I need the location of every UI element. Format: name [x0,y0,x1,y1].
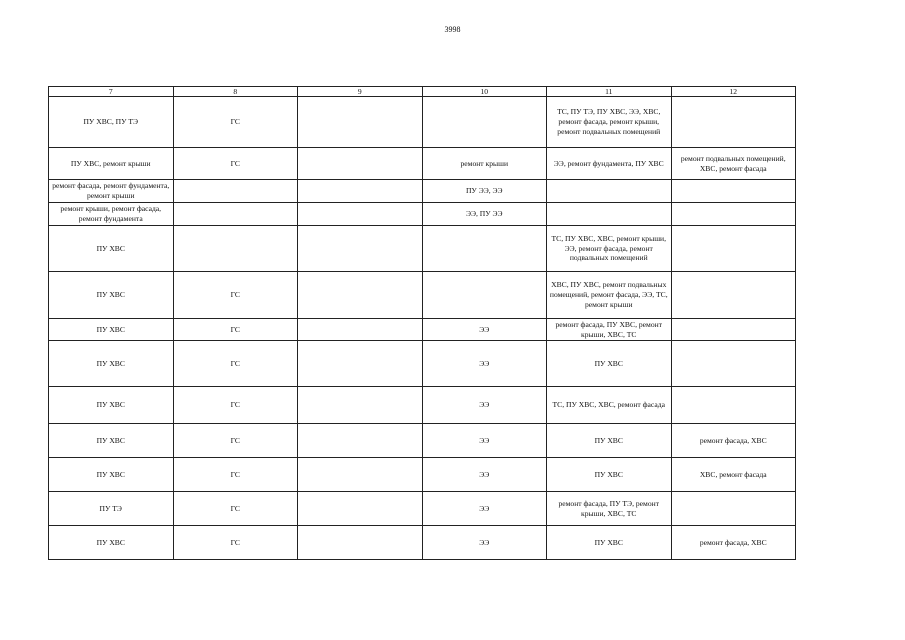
table-cell: ПУ ТЭ [49,492,174,526]
table-cell: ЭЭ [422,526,547,560]
table-cell: ремонт фасада, ХВС [671,526,796,560]
table-row [49,148,796,180]
column-header: 8 [173,87,298,97]
table-cell: ремонт фасада, ХВС [671,424,796,458]
table-cell [298,180,423,203]
table-cell: ЭЭ [422,319,547,341]
table-cell: ГС [173,272,298,319]
table-cell [173,203,298,226]
table-cell: ПУ ХВС, ремонт крыши [49,148,174,180]
table-cell [298,203,423,226]
table-cell: ПУ ХВС [49,387,174,424]
table-cell: ПУ ХВС [547,341,672,387]
table-cell: ЭЭ [422,387,547,424]
table-cell: ГС [173,387,298,424]
table-row [49,226,796,272]
table-cell [422,97,547,148]
column-header: 7 [49,87,174,97]
table-cell [298,458,423,492]
table-cell [422,226,547,272]
table-cell [298,424,423,458]
table-cell: ПУ ХВС [547,458,672,492]
table-cell: ЭЭ [422,424,547,458]
table-cell: ПУ ЭЭ, ЭЭ [422,180,547,203]
table-cell: ремонт фасада, ПУ ТЭ, ремонт крыши, ХВС, ТС [547,492,672,526]
table-cell: ПУ ХВС [547,424,672,458]
table-cell: ремонт крыши [422,148,547,180]
column-header: 10 [422,87,547,97]
table-cell [298,526,423,560]
table-cell: ПУ ХВС [547,526,672,560]
table-cell [298,97,423,148]
table-cell [298,319,423,341]
table-row [49,424,796,458]
table-row [49,492,796,526]
table-cell [671,97,796,148]
table-cell: ЭЭ [422,492,547,526]
table-cell: ЭЭ [422,341,547,387]
table-cell: ремонт крыши, ремонт фасада, ремонт фундамента [49,203,174,226]
table-cell: ПУ ХВС [49,341,174,387]
table-cell [671,226,796,272]
table-cell [173,180,298,203]
table-cell: ПУ ХВС [49,458,174,492]
table-cell: ПУ ХВС [49,526,174,560]
table-cell [298,387,423,424]
table-cell [422,272,547,319]
table-cell [173,226,298,272]
table-cell: ГС [173,458,298,492]
table-cell: ПУ ХВС [49,272,174,319]
table-cell: ГС [173,319,298,341]
table-row [49,272,796,319]
table-cell: ПУ ХВС [49,226,174,272]
table-cell [671,180,796,203]
table-cell [547,203,672,226]
table-cell [671,319,796,341]
column-header: 9 [298,87,423,97]
table-cell [671,341,796,387]
table-cell: ремонт фасада, ремонт фундамента, ремонт крыши [49,180,174,203]
table-row [49,341,796,387]
table-row [49,387,796,424]
column-header: 11 [547,87,672,97]
table-cell: ЭЭ, ПУ ЭЭ [422,203,547,226]
header-row [49,87,796,97]
table-cell [298,148,423,180]
table-row [49,458,796,492]
table-cell: ГС [173,148,298,180]
table-cell: ХВС, ПУ ХВС, ремонт подвальных помещений, ремонт фасада, ЭЭ, ТС, ремонт крыши [547,272,672,319]
table-row [49,203,796,226]
table-cell [298,492,423,526]
table-cell: ЭЭ [422,458,547,492]
table-cell: ГС [173,526,298,560]
table-cell [671,492,796,526]
table-cell: ГС [173,492,298,526]
table-cell: ремонт фасада, ПУ ХВС, ремонт крыши, ХВС, ТС [547,319,672,341]
table-cell: ХВС, ремонт фасада [671,458,796,492]
table-cell [671,203,796,226]
table-cell [547,180,672,203]
table-cell: ТС, ПУ ТЭ, ПУ ХВС, ЭЭ, ХВС, ремонт фасада, ремонт крыши, ремонт подвальных помещений [547,97,672,148]
table-cell [298,341,423,387]
table-row [49,180,796,203]
table-cell: ПУ ХВС [49,424,174,458]
table-cell: ТС, ПУ ХВС, ХВС, ремонт крыши, ЭЭ, ремонт фасада, ремонт подвальных помещений [547,226,672,272]
table-cell [671,272,796,319]
table-cell: ЭЭ, ремонт фундамента, ПУ ХВС [547,148,672,180]
table-cell [671,387,796,424]
table-cell: ПУ ХВС [49,319,174,341]
table-cell: ГС [173,424,298,458]
table-cell: ТС, ПУ ХВС, ХВС, ремонт фасада [547,387,672,424]
table-row [49,319,796,341]
table-cell [298,226,423,272]
table-cell [298,272,423,319]
data-table [48,86,796,560]
table-cell: ГС [173,341,298,387]
table-cell: ПУ ХВС, ПУ ТЭ [49,97,174,148]
table-cell: ГС [173,97,298,148]
table-cell: ремонт подвальных помещений, ХВС, ремонт фасада [671,148,796,180]
page-number: 3998 [444,25,461,34]
table-row [49,97,796,148]
table-row [49,526,796,560]
column-header: 12 [671,87,796,97]
